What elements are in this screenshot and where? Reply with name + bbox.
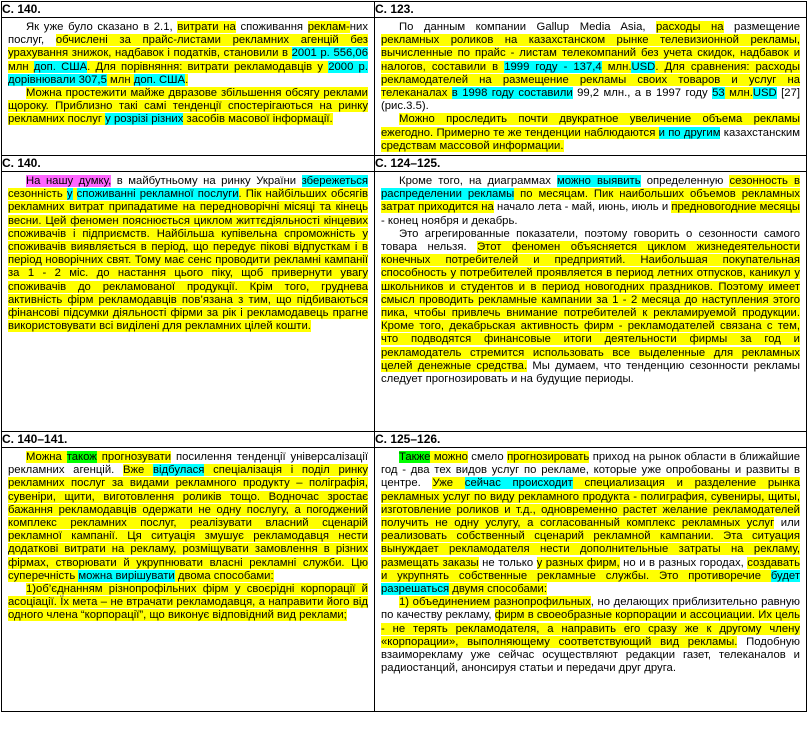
reference-header-row: [2, 156, 807, 172]
highlighted-text: спеціалізація і поділ ринку рекламних послуг за видами рекламного продукту – поліграфія, сувеніри, щити, виготовлення роликів тощо. Водночас зростає бажання рекламодавців одержати не одну послугу, а погоджений комплекс рекламних послуг, реалізувати власний сценарій рекламної кампанії. Ця ситуація змушує рекламодавця нести додаткові витрати на рекламу, розміщувати замовлення в різних фірмах, створювати й укрупнювати власні рекламні служби. Цю суперечність: [8, 464, 369, 582]
text-run: смело: [467, 451, 508, 463]
reference-header-row: [2, 2, 807, 18]
paragraph: [381, 21, 800, 113]
highlighted-text: 2000 р. дорівнювали 307,5: [8, 60, 368, 86]
highlighted-text: Можна: [26, 451, 67, 463]
highlighted-text: можно: [430, 451, 468, 463]
highlighted-text: млн: [8, 60, 34, 73]
text-run: размещение: [723, 21, 800, 33]
text-run: но и в разных городах,: [619, 556, 748, 569]
highlighted-text: Пик наибольших объемов рекламных затрат приходится на: [381, 188, 800, 214]
text-comparison-row: [2, 448, 807, 712]
highlighted-text: сезонность в: [729, 175, 801, 187]
highlighted-text: распределении рекламы: [381, 188, 515, 201]
text-run: [27] (рис.3.5).: [381, 87, 800, 113]
text-run: или: [774, 517, 800, 530]
highlighted-text: доп. США: [133, 73, 186, 86]
highlighted-text: расходы на: [656, 21, 724, 33]
highlighted-text: відбулася: [153, 464, 205, 477]
text-run: Это агрегированные показатели, поэтому говорить о сезонности самого товара нельзя.: [381, 227, 800, 254]
text-run: Кроме того, на диаграммах: [399, 175, 557, 187]
text-run: посилення тенденції універсалізації рекламних агенцій.: [8, 451, 368, 477]
text-run: - конец ноября и декабрь.: [381, 214, 518, 227]
paragraph: [8, 583, 368, 623]
text-run: приход на рынок области в ближайшие год - два тех видов услуг по рекламе, которые уже опробованы и развиты в центре.: [381, 451, 800, 490]
compared-page-reference: С. 124–125.: [375, 156, 807, 172]
highlighted-text: 1999 году - 137,4: [504, 60, 602, 73]
highlighted-text: споживанні рекламної послуги: [76, 188, 239, 201]
compared-page-reference: С. 123.: [375, 2, 807, 18]
paragraph: [8, 87, 368, 127]
highlighted-text: можно выявить: [556, 175, 641, 187]
highlighted-text: двома способами:: [174, 569, 274, 582]
highlighted-text: млн.: [724, 87, 753, 100]
highlighted-text: Можно проследить почти двукратное увеличение объема рекламы ежегодно. Примерно те же тенденции наблюдаются: [381, 113, 800, 139]
source-page-reference: С. 140–141.: [2, 432, 375, 448]
highlighted-text: збережеться: [301, 175, 368, 187]
text-comparison-row: [2, 18, 807, 156]
ukrainian-text-cell: [2, 172, 374, 431]
russian-text-cell: [375, 448, 806, 711]
highlighted-text: витрати на: [177, 21, 236, 33]
paragraph: [381, 175, 800, 228]
reference-header-row: [2, 432, 807, 448]
highlighted-text: млн.: [601, 60, 632, 73]
highlighted-text: . Пік найбільших обсягів рекламних витрат припадатиме на передноворічні місяці та кінець весни. Цей феномен пояснюється циклом життєдіяльності кінцевих споживачів і підприємств. Найбільша купівельна спроможність у споживачів виявляється в період, що передує пікові відпусткам і в період новорічних свят. Тому має сенс проводити рекламні кампанії за 1 - 2 міс. до настання цього піку, щоб привернути увагу споживачів до рекламованої продукції. Крім того, груднева активність фірм рекламодавців пов’язана з тим, що підбиваються фінансові підсумки діяльності фірми за рік і рекламодавець прагне використовувати всі виділені для рекламних цілей кошти.: [8, 188, 368, 333]
paragraph: [381, 113, 800, 153]
highlighted-text: Вже: [122, 464, 154, 477]
compared-page-reference: С. 125–126.: [375, 432, 807, 448]
highlighted-text: . Для сравнения: расходы рекламодателей на размещение рекламы своих товаров и услуг на телеканалах: [381, 60, 800, 100]
highlighted-text: сейчас происходит: [464, 477, 573, 490]
highlighted-text: На нашу думку,: [26, 175, 112, 187]
ukrainian-text-cell: [2, 18, 374, 155]
highlighted-text: и по другим: [658, 126, 721, 139]
text-run: Мы думаем, что тенденцию сезонности рекламы следует прогнозировать и на будущие периоды.: [381, 359, 801, 386]
highlighted-text: сезонність: [8, 188, 67, 201]
highlighted-text: двумя способами:: [449, 583, 547, 596]
highlighted-text: . Для порівняння: витрати рекламодавців у: [87, 60, 329, 73]
highlighted-text: рекламных роликов на казахстанском рынке телевизионной рекламы, вычисленные по прайс - листам телекомпаний без учета скидок, надбавок и налогов, составили в: [381, 34, 800, 73]
highlighted-text: 1) объединением разнопрофильных: [399, 596, 591, 609]
highlighted-text: у разных фирм,: [536, 556, 620, 569]
paragraph: [8, 451, 368, 583]
highlighted-text: прогнозувати: [101, 451, 172, 463]
highlighted-text: в 1998 году составили: [451, 87, 573, 100]
highlighted-text: фирм в своеобразные корпорации и ассоциации. Их цель - не терять рекламодателя, а направить его сразу же к другому члену «корпорации», выполняющему соответствующий вид рекламы.: [381, 609, 800, 648]
highlighted-text: реализовать собственный сценарий рекламной кампании. Эта ситуация вынуждает рекламодателя нести дополнительные затраты на рекламу, размещать заказы: [381, 530, 800, 569]
ukrainian-text-cell: [2, 448, 374, 711]
russian-text-cell: [375, 172, 806, 431]
text-run: начало лета - май, июнь, июль и: [493, 201, 672, 214]
highlighted-text: средствам массовой информации.: [381, 139, 564, 152]
highlighted-text: по месяцам.: [514, 188, 594, 201]
highlighted-text: 53: [712, 87, 725, 100]
text-run: , но делающих приблизительно равную по качеству рекламу,: [381, 596, 800, 622]
text-run: По данным компании Gallup Media Asia,: [399, 21, 657, 33]
highlighted-text: обчислені за прайс-листами рекламних агенцій без урахування знижок, надбавок і податків, становили в: [8, 34, 368, 60]
highlighted-text: доп. США: [33, 60, 88, 73]
text-comparison-row: [2, 172, 807, 432]
highlighted-text: Этот феномен объясняется циклом жизнедеятельности конечных потребителей и предприятий. Наибольшая покупательная способность у потребителей проявляется в период летних отпусков, каникул у школьников и студентов и в период новогодних праздников. Поэтому имеет смысл проводить рекламные кампании за 1 - 2 месяца до наступления этого пика, чтобы привлечь внимание потребителей к рекламируемой продукции. Кроме того, декабрьская активность фирм - рекламодателей связана с тем, что подводятся финансовые итоги деятельности фирмы за год и рекламодатель стремится использовать все выделенные для рекламных целей денежные средства.: [381, 241, 800, 372]
highlighted-text: USD: [752, 87, 777, 100]
paragraph: [381, 228, 800, 386]
highlighted-text: у розрізі різних: [105, 113, 184, 126]
text-run: определенную: [640, 175, 730, 187]
highlighted-text: .: [185, 73, 189, 86]
highlighted-text: 1)об’єднанням різнопрофільних фірм у своєрідні корпорації й асоціації. Їх мета – не втрачати рекламодавця, а направити його від одного члена “корпорації”, що виконує відповідний вид реклами;: [8, 583, 368, 622]
text-run: Як уже було сказано в 2.1,: [26, 21, 178, 33]
text-run: 99,2 млн., а в 1997 году: [572, 87, 713, 100]
paragraph: [8, 21, 368, 87]
highlighted-text: реклам-: [307, 21, 350, 33]
highlighted-text: создавать и укрупнять собственные рекламные службы. Это противоречие: [381, 556, 800, 582]
highlighted-text: будет разрешаться: [381, 569, 800, 596]
highlighted-text: 2001 р. 556,06: [291, 47, 368, 60]
text-run: Подобную взаиморекламу уже сейчас осуществляют редакции газет, телеканалов и радиостанций, анонсируя статьи и передачи друг друга.: [381, 635, 800, 675]
russian-text-cell: [375, 18, 806, 155]
highlighted-text: можна вирішувати: [78, 569, 175, 582]
paragraph: [381, 596, 800, 675]
highlighted-text: засобів масової інформації.: [183, 113, 333, 126]
text-run: в майбутньому на ринку України: [111, 175, 302, 187]
highlighted-text: предновогодние месяцы: [671, 201, 800, 214]
highlighted-text: також: [66, 451, 97, 463]
highlighted-text: прогнозировать: [507, 451, 590, 463]
text-run: них послуг,: [8, 21, 368, 47]
source-page-reference: С. 140.: [2, 2, 375, 18]
highlighted-text: специализация и разделение рынка рекламных услуг по виду рекламного продукта - полиграфия, сувениры, щиты, изготовление роликов и т.д., одновременно растет желание рекламодателей получить не одну услугу, а согласованный комплекс рекламных услуг: [381, 477, 800, 530]
text-run: споживання: [235, 21, 308, 33]
source-page-reference: С. 140.: [2, 156, 375, 172]
text-run: не только: [478, 556, 537, 569]
highlighted-text: у: [66, 188, 73, 201]
comparison-table: [1, 1, 807, 712]
highlighted-text: млн: [106, 73, 134, 86]
highlighted-text: Также: [399, 451, 431, 463]
highlighted-text: Можна простежити майже двразове збільшення обсягу реклами щороку. Приблизно такі самі тенденції спостерігаються на ринку рекламних послуг: [8, 87, 368, 126]
highlighted-text: Уже: [432, 477, 465, 490]
paragraph: [8, 175, 368, 333]
highlighted-text: USD: [631, 60, 656, 73]
text-run: казахстанским: [720, 126, 800, 139]
paragraph: [381, 451, 800, 596]
